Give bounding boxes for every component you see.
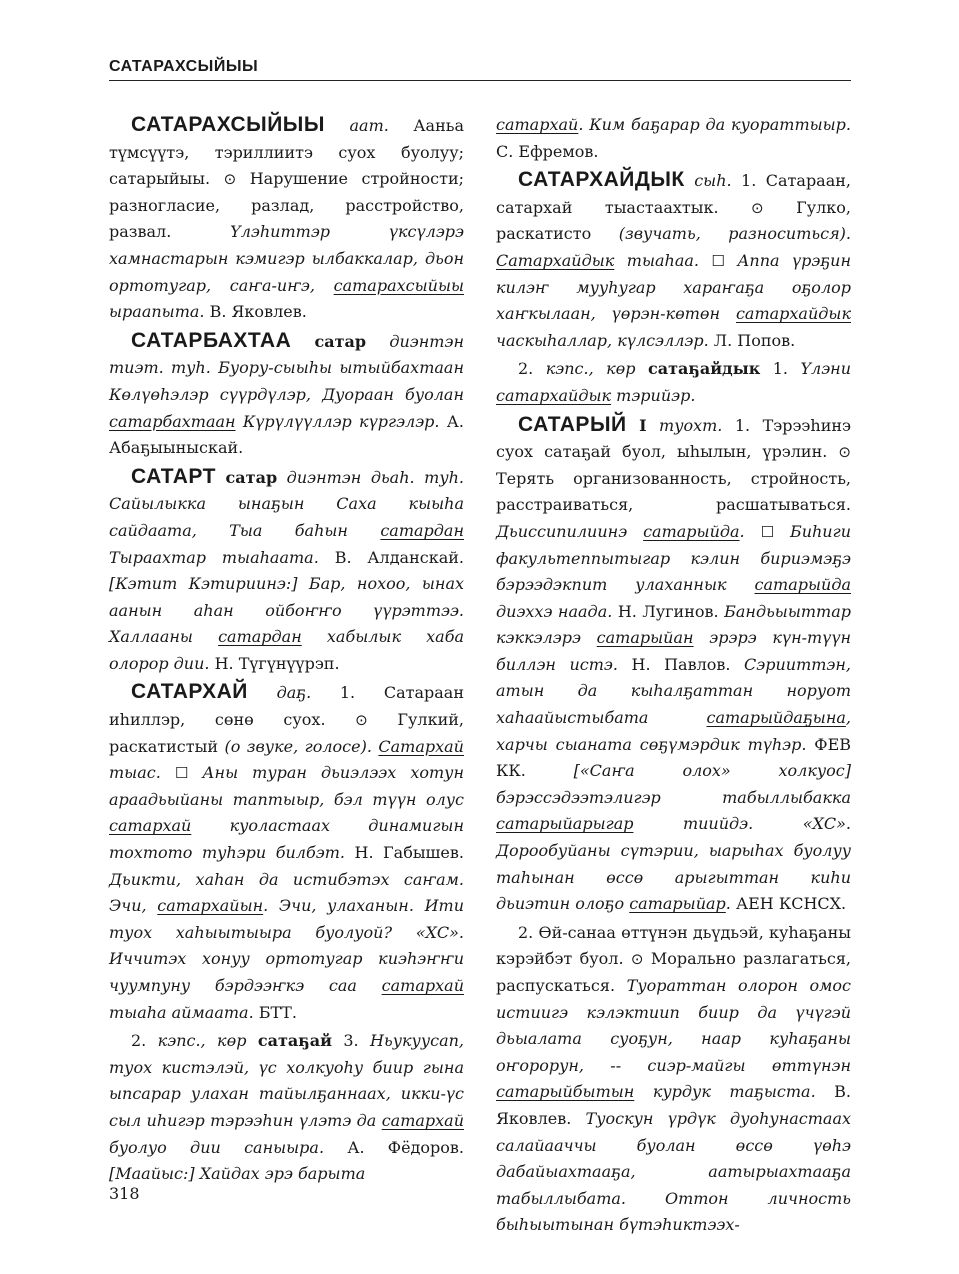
example: Сэрииттэн, атын да кыһалҕаттан норуот хаһаайыстыбата: [496, 654, 852, 728]
example: Дьикти, хаһан да истибэтэх саҥам. Эчи,: [109, 869, 464, 916]
see-label: көр: [606, 359, 636, 379]
author: БТТ.: [258, 1002, 297, 1022]
example-keyword: сатархай: [381, 976, 464, 995]
example: Туораттан олорон омос истиигэ кэлэктиип биир да үчүгэй дьыалата суоҕун, наар куһаҕаны оҥорорун, -- сиэр-майгы өттүнэн: [496, 976, 851, 1075]
russian-gloss: Нарушение стройности; разногласие, разлад, расстройство, развал.: [109, 169, 465, 242]
header-title: САТАРАХСЫЙЫЫ: [109, 58, 259, 75]
headword: САТАРТ: [131, 464, 216, 488]
example: Биһиги факультеппытыгар кэлин бириэмэҕэ бэрээдэкпит улаханнык: [496, 521, 851, 595]
cross-reference: сатаҕай: [257, 1031, 332, 1051]
example: . Эчи, улаханын. Ити туох хаһыытыыра буолуой? «ХС». Иччитэх хонуу ортотугар киэһэҥҥи чуумпуну бэрдээҥкэ саа: [109, 896, 465, 995]
example: [Кэтит Кэтириинэ:] Бар, нохоо, ынах аанын аһан ойбоҥҥо үүрэттээ. Халлааны: [109, 574, 464, 647]
example: диэнтэн тиэт. туһ. Буору-сыыһы ытыйбахтаан Көлүөһэлэр сүүрдүлэр, Дуораан буолан: [109, 331, 464, 404]
square-icon: ☐: [711, 251, 725, 270]
definition: Ааньа түмсүүтэ, тэриллиитэ суох буолуу; сатарыйыы.: [109, 116, 464, 189]
russian-note: (о звуке, голосе).: [224, 736, 372, 756]
entry-satarakhsyiyy: [109, 112, 464, 326]
example-keyword: сатархайдык: [496, 385, 612, 405]
example-keyword: сатардан: [218, 627, 302, 647]
example: Үлэни: [800, 359, 852, 379]
author: В. Яковлев.: [496, 1082, 851, 1128]
example: хабылык хаба олорор дии.: [109, 627, 464, 673]
russian-note: (звучать, разноситься).: [618, 224, 851, 244]
example-keyword: сатарбахтаан: [109, 411, 236, 431]
example-keyword: сатархайдык: [735, 304, 851, 324]
example: эрэрэ күн-түүн биллэн истэ.: [496, 628, 851, 674]
example: Тыраахтар тыаһаата.: [109, 547, 319, 567]
left-column: [109, 112, 464, 1190]
headword: САТАРЫЙ: [518, 412, 627, 436]
author: А. Абаҕыыныскай.: [109, 411, 464, 458]
author: Н. Павлов.: [631, 654, 731, 674]
pos-label: сыһ.: [694, 171, 732, 191]
example: . Ким баҕарар да куораттыыр.: [578, 115, 851, 134]
definition: Сатараан, сатархай тыастаахтык.: [496, 171, 852, 217]
definition: Сатараан иһиллэр, сөнө суох.: [109, 683, 464, 730]
example-keyword: Сатархай: [378, 736, 464, 756]
entry-satarkhai: [109, 679, 464, 1026]
example: Үлэһиттэр үксүлэрэ хамнастарын кэмигэр ылбаккалар, дьон ортотугар, саҥа-иҥэ,: [109, 222, 464, 295]
author: Н. Габышев.: [354, 843, 464, 863]
headword: САТАРБАХТАА: [131, 328, 292, 352]
pos-label: аат.: [349, 116, 389, 135]
example: тыаһа аймаата.: [109, 1002, 254, 1022]
entry-sataryi-sense-2: [496, 920, 851, 1239]
example-keyword: сатарыйар: [629, 894, 726, 914]
author: Л. Попов.: [713, 330, 796, 350]
example-keyword: сатарыйда: [754, 575, 851, 595]
example: , харчы сыаната сөҕүмэрдик түһэр.: [496, 708, 851, 754]
example: буолуо дии саныыра.: [109, 1137, 325, 1157]
example-keyword: Сатархайдык: [496, 250, 615, 270]
usage-label: кэпс.,: [157, 1031, 206, 1051]
sense-number: 2.: [131, 1031, 147, 1051]
example: Аны туран дьиэлээх хотун араадьыйаны таптыыр, бэл түүн олус: [109, 763, 464, 809]
example-keyword: сатархай: [109, 816, 192, 836]
example: тыаһаа.: [626, 250, 699, 270]
example: [«Саҥа олох» холкуос] бэрэссэдээтэлигэр табыллыбакка: [496, 761, 851, 807]
russian-gloss: Терять организованность, стройность, расстраиваться, расшатываться.: [496, 468, 851, 515]
example: [Маайыс:] Хайдах эрэ барыта: [109, 1164, 366, 1184]
headword: САТАРХАЙ: [131, 680, 248, 704]
circle-icon: ⊙: [630, 950, 644, 969]
sense-number: 2.: [518, 359, 534, 379]
author: А. Фёдоров.: [347, 1137, 465, 1157]
square-icon: ☐: [174, 764, 189, 783]
example-keyword: сатарыйдаҕына: [706, 708, 846, 728]
definition: Өй-санаа өттүнэн дьүдьэй, куһаҕаны кэрэйбэт буол.: [496, 922, 851, 969]
example: часкыһаллар, күлсэллэр.: [496, 330, 709, 350]
usage-label: кэпс.,: [545, 359, 594, 379]
root-word: сатар: [225, 467, 278, 487]
example-keyword: сатархайын: [157, 896, 264, 916]
example: Күрүлүүллэр күргэлэр.: [242, 411, 440, 431]
example-keyword: сатарыйбытын: [496, 1082, 635, 1102]
see-label: көр: [217, 1031, 247, 1051]
entry-satarbakhtaa: [109, 328, 464, 462]
russian-gloss: Морально разлагаться, распускаться.: [496, 949, 852, 995]
cross-reference-number: 1.: [772, 359, 789, 379]
cross-reference-number: 3.: [343, 1031, 359, 1051]
example-keyword: сатархай: [381, 1110, 465, 1130]
headword: САТАРАХСЫЙЫЫ: [131, 113, 325, 136]
circle-icon: ⊙: [751, 198, 764, 217]
example: тиийдэ. «ХС». Дорообуйаны сүтэрии, ыарыһах буолуу таһынан өссө арыгыттан киһи дьиэтин олоҕо: [496, 814, 851, 914]
example-keyword: сатарыйарыгар: [496, 814, 634, 834]
author: ФЕВ КК.: [496, 734, 851, 781]
pos-label: туохт.: [659, 415, 723, 435]
russian-gloss: Гулко, раскатисто: [496, 197, 851, 244]
russian-gloss: Гулкий, раскатистый: [109, 710, 464, 756]
page-number: 318: [109, 1184, 140, 1203]
example: .: [739, 521, 745, 541]
example: .: [725, 894, 731, 914]
pos-label: даҕ.: [276, 683, 312, 703]
example-keyword: сатарыйан: [596, 628, 694, 648]
author: С. Ефремов.: [496, 141, 599, 161]
author: АЕН КСНСХ.: [735, 894, 847, 914]
definition: Тэрээһинэ суох сатаҕай буол, ыһылын, үрэлин.: [496, 415, 851, 462]
example: диэххэ наада.: [496, 601, 613, 621]
example-keyword: сатархай: [496, 115, 579, 134]
example: курдук таҕыста.: [652, 1082, 816, 1102]
sense-number: 1.: [339, 683, 356, 703]
author: Н. Лугинов.: [617, 601, 719, 621]
example: куоластаах динамигын тохтото туһэри билбэт.: [109, 816, 464, 863]
entry-satarkhaidyk-sense-2: [496, 356, 851, 409]
example: Ньукуусап, туох кистэлэй, үс холкуоһу биир гына ыпсарар улахан тайылҕаннаах, икки-үс сыл иһигэр тэрээһин үлэтэ да: [109, 1031, 464, 1130]
square-icon: ☐: [760, 522, 775, 541]
sense-number: 1.: [734, 415, 751, 435]
entry-sataryi: [496, 412, 851, 918]
headword: САТАРХАЙДЫК: [518, 168, 685, 192]
example: Аппа үрэҕин килэҥ мууһугар хараҥаҕа оҕолор хаҥкылаан, үөрэн-көтөн: [496, 250, 852, 324]
entry-satarkhai-sense-2: [109, 1028, 464, 1188]
example: Дьиссипилиинэ: [496, 521, 628, 541]
example: тэрийэр.: [616, 385, 696, 405]
example-keyword: сатарахсыйыы: [333, 275, 464, 295]
entry-satarkhaidyk: [496, 167, 851, 354]
entry-satart: [109, 464, 464, 678]
circle-icon: ⊙: [223, 170, 237, 189]
example: тыас.: [109, 763, 161, 783]
running-header: [109, 56, 851, 81]
example-keyword: сатарыйда: [643, 521, 740, 541]
sense-number: 2.: [518, 922, 534, 942]
root-word: сатар: [314, 331, 367, 351]
example: диэнтэн дьаһ. туһ. Сайылыкка ынаҕын Саха кыыһа сайдаата, Тыа баһын: [109, 467, 464, 540]
example-keyword: сатардан: [380, 520, 464, 540]
example: ыраапыта.: [109, 302, 205, 322]
author: Н. Түгүнүүрэп.: [214, 653, 340, 673]
author: В. Алданскай.: [334, 547, 465, 567]
right-column: [496, 112, 851, 1241]
circle-icon: ⊙: [838, 443, 851, 462]
author: В. Яковлев.: [209, 302, 307, 322]
homonym-number: I: [639, 415, 647, 435]
example: Туоскун үрдүк дуоһунастаах салайааччы буолан өссө үөһэ дабайыахтааҕа, аатырыахтааҕа табыллыбата. Оттон личность быһыытынан бүтэһиктээх-: [496, 1108, 852, 1235]
circle-icon: ⊙: [355, 711, 368, 730]
entry-continuation: [496, 112, 851, 165]
example: Бандьыыттар кэккэлэрэ: [496, 601, 851, 648]
sense-number: 1.: [741, 171, 757, 191]
cross-reference: сатаҕайдык: [647, 359, 761, 379]
